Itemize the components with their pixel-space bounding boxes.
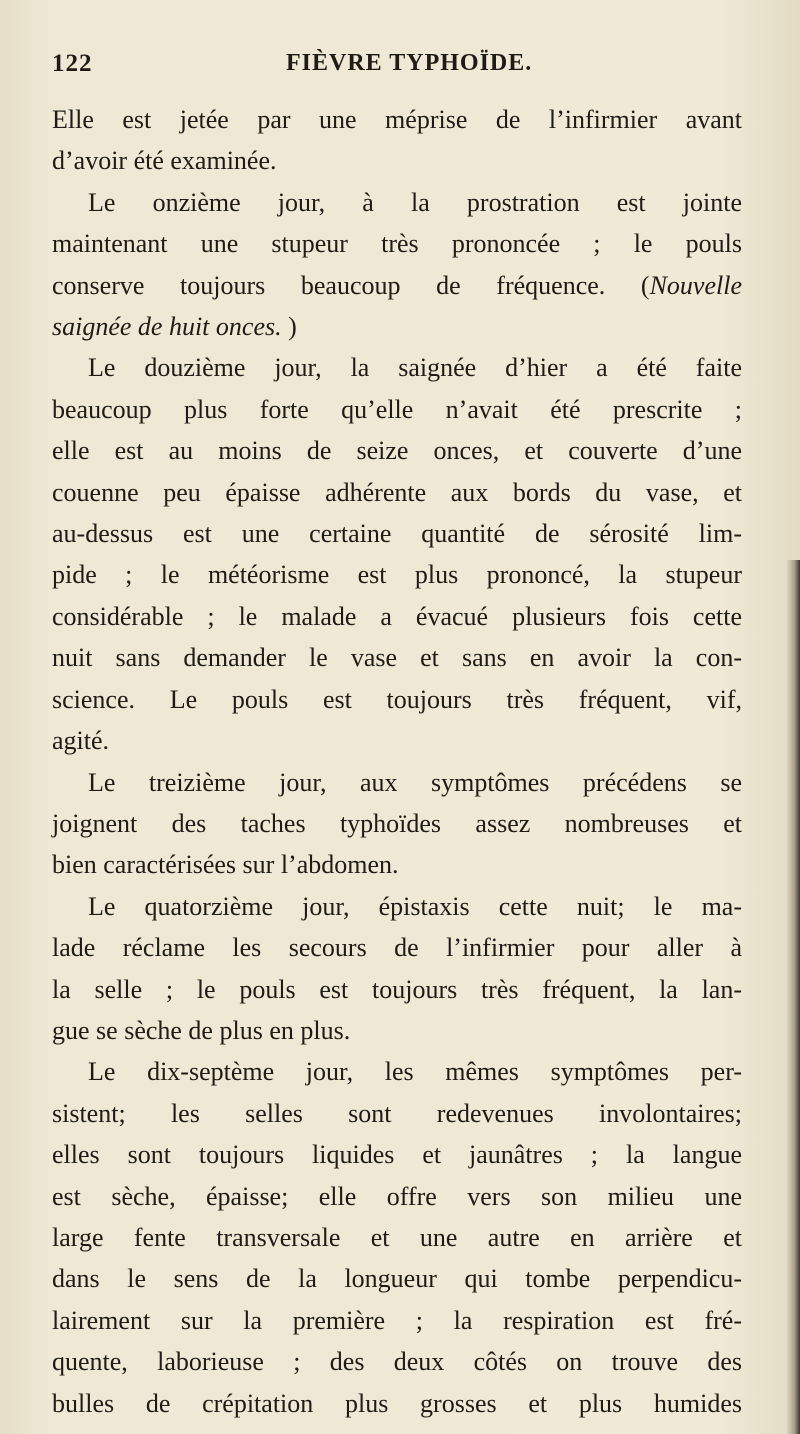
text-line: dans le sens de la longueur qui tombe perpendicu- bbox=[52, 1264, 742, 1294]
text-line: au-dessus est une certaine quantité de sérosité lim- bbox=[52, 519, 742, 549]
text-line: joignent des taches typhoïdes assez nombreuses et bbox=[52, 808, 742, 838]
text-line: science. Le pouls est toujours très fréquent, vif, bbox=[52, 684, 742, 714]
text-line: Le quatorzième jour, épistaxis cette nuit; le ma- bbox=[88, 891, 742, 921]
text-line: elles sont toujours liquides et jaunâtres ; la langue bbox=[52, 1140, 742, 1170]
text-line: Le treizième jour, aux symptômes précédens se bbox=[88, 767, 742, 797]
text-line: Le dix-septème jour, les mêmes symptômes per- bbox=[88, 1057, 742, 1087]
page-number: 122 bbox=[52, 50, 93, 77]
text-line: est sèche, épaisse; elle offre vers son milieu une bbox=[52, 1181, 742, 1211]
text-line: Le douzième jour, la saignée d’hier a été faite bbox=[88, 353, 742, 383]
text-line: bulles de crépitation plus grosses et plus humides bbox=[52, 1388, 742, 1418]
text-line: considérable ; le malade a évacué plusieurs fois cette bbox=[52, 601, 742, 631]
text-line: quente, laborieuse ; des deux côtés on trouve des bbox=[52, 1347, 742, 1377]
text-line: gue se sèche de plus en plus. bbox=[52, 1015, 351, 1045]
italic-text: Nouvelle bbox=[649, 270, 742, 300]
text-line: nuit sans demander le vase et sans en avoir la con- bbox=[52, 643, 742, 673]
italic-text: saignée de huit onces. bbox=[52, 312, 282, 342]
text-segment: conserve toujours beaucoup de fréquence. ( bbox=[52, 270, 650, 300]
page-header bbox=[52, 50, 742, 90]
text-line: elle est au moins de seize onces, et couverte d’une bbox=[52, 436, 742, 466]
text-line: sistent; les selles sont redevenues involontaires; bbox=[52, 1098, 742, 1128]
text-line: lade réclame les secours de l’infirmier pour aller à bbox=[52, 933, 742, 963]
text-line: large fente transversale et une autre en arrière et bbox=[52, 1222, 742, 1252]
text-line bbox=[52, 306, 742, 347]
text-line: maintenant une stupeur très prononcée ; le pouls bbox=[52, 229, 742, 259]
text-line: beaucoup plus forte qu’elle n’avait été prescrite ; bbox=[52, 394, 742, 424]
running-title: FIÈVRE TYPHOÏDE. bbox=[286, 50, 533, 76]
text-segment: ) bbox=[281, 312, 297, 342]
text-line: Elle est jetée par une méprise de l’infirmier avant bbox=[52, 105, 742, 134]
text-line: d’avoir été examinée. bbox=[52, 146, 277, 176]
text-line: pide ; le météorisme est plus prononcé, la stupeur bbox=[52, 560, 742, 590]
text-line: lairement sur la première ; la respiration est fré- bbox=[52, 1305, 742, 1335]
text-line bbox=[52, 265, 742, 306]
text-line: agité. bbox=[52, 726, 110, 756]
text-line: Le onzième jour, à la prostration est jointe bbox=[88, 187, 742, 217]
text-line: couenne peu épaisse adhérente aux bords du vase, et bbox=[52, 477, 742, 507]
text-line: la selle ; le pouls est toujours très fréquent, la lan- bbox=[52, 974, 742, 1004]
text-line: bien caractérisées sur l’abdomen. bbox=[52, 850, 399, 880]
body-text bbox=[52, 99, 742, 1424]
